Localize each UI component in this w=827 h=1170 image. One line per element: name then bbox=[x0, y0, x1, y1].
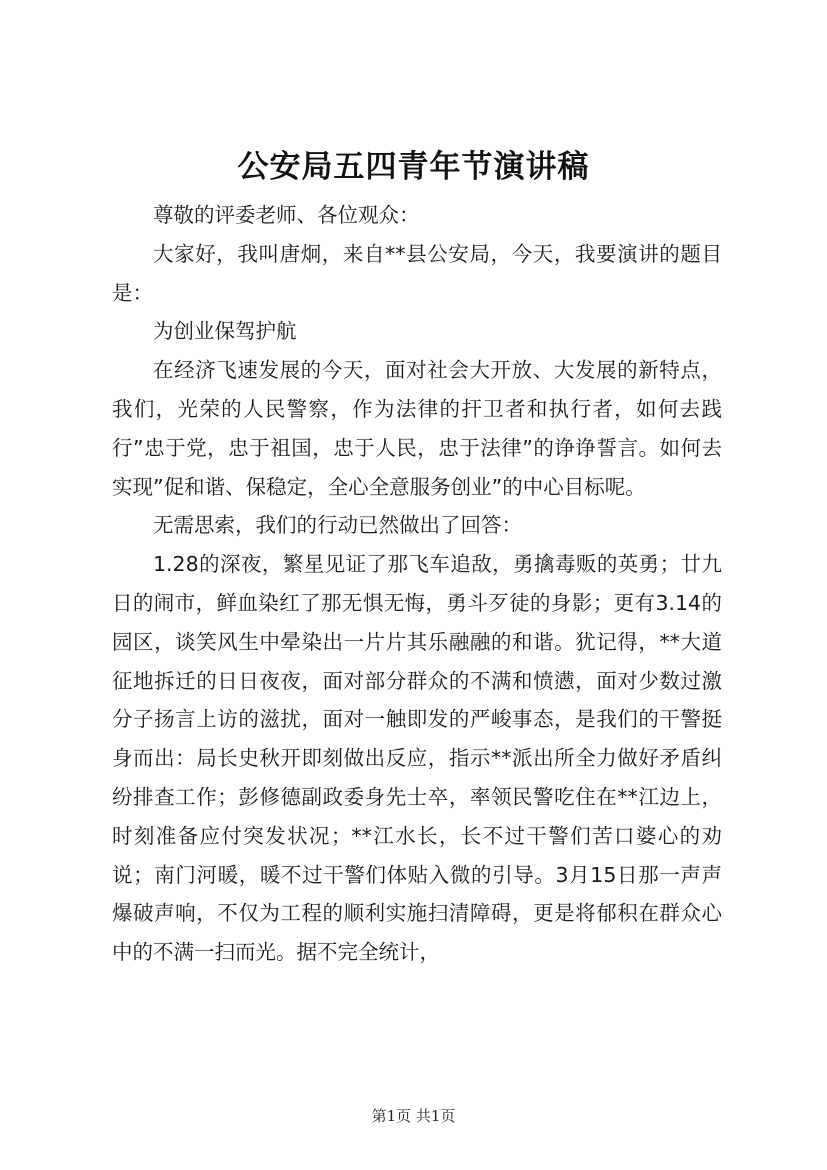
paragraph-answer-lead: 无需思索，我们的行动已然做出了回答： bbox=[153, 513, 522, 538]
paragraph-question: 在经济飞速发展的今天，面对社会大开放、大发展的新特点，我们，光荣的人民警察，作为法律的扞卫者和执行者，如何去践行”忠于党，忠于祖国，忠于人民，忠于法律”的诤诤誓言。如何去实现”促和谐、保稳定，全心全意服务创业”的中心目标呢。 bbox=[112, 358, 722, 499]
paragraph-deeds: 1.28的深夜，繁星见证了那飞车追敌，勇擒毒贩的英勇；廿九日的闹市，鲜血染红了那无惧无悔，勇斗歹徒的身影；更有3.14的园区，谈笑风生中晕染出一片片其乐融融的和谐。犹记得，**大道征地拆迁的日日夜夜，面对部分群众的不满和愤懑，面对少数过激分子扬言上访的滋扰，面对一触即发的严峻事态，是我们的干警挺身而出：局长史秋开即刻做出反应，指示**派出所全力做好矛盾纠纷排查工作；彭修德副政委身先士卒，率领民警吃住在**江边上，时刻准备应付突发状况；**江水长，长不过干警们苦口婆心的劝说；南门河暖，暖不过干警们体贴入微的引导。3月15日那一声声爆破声响，不仅为工程的顺利实施扫清障碍，更是将郁积在群众心中的不满一扫而光。据不完全统计， bbox=[112, 552, 722, 965]
paragraph-introduction: 大家好，我叫唐炯，来自**县公安局，今天，我要演讲的题目是： bbox=[112, 241, 722, 305]
document-body bbox=[112, 196, 722, 972]
page-number: 第1页 共1页 bbox=[371, 1107, 456, 1125]
paragraph-speech-topic: 为创业保驾护航 bbox=[153, 319, 297, 344]
paragraph-salutation: 尊敬的评委老师、各位观众： bbox=[153, 203, 420, 227]
document-title: 公安局五四青年节演讲稿 bbox=[237, 149, 590, 185]
